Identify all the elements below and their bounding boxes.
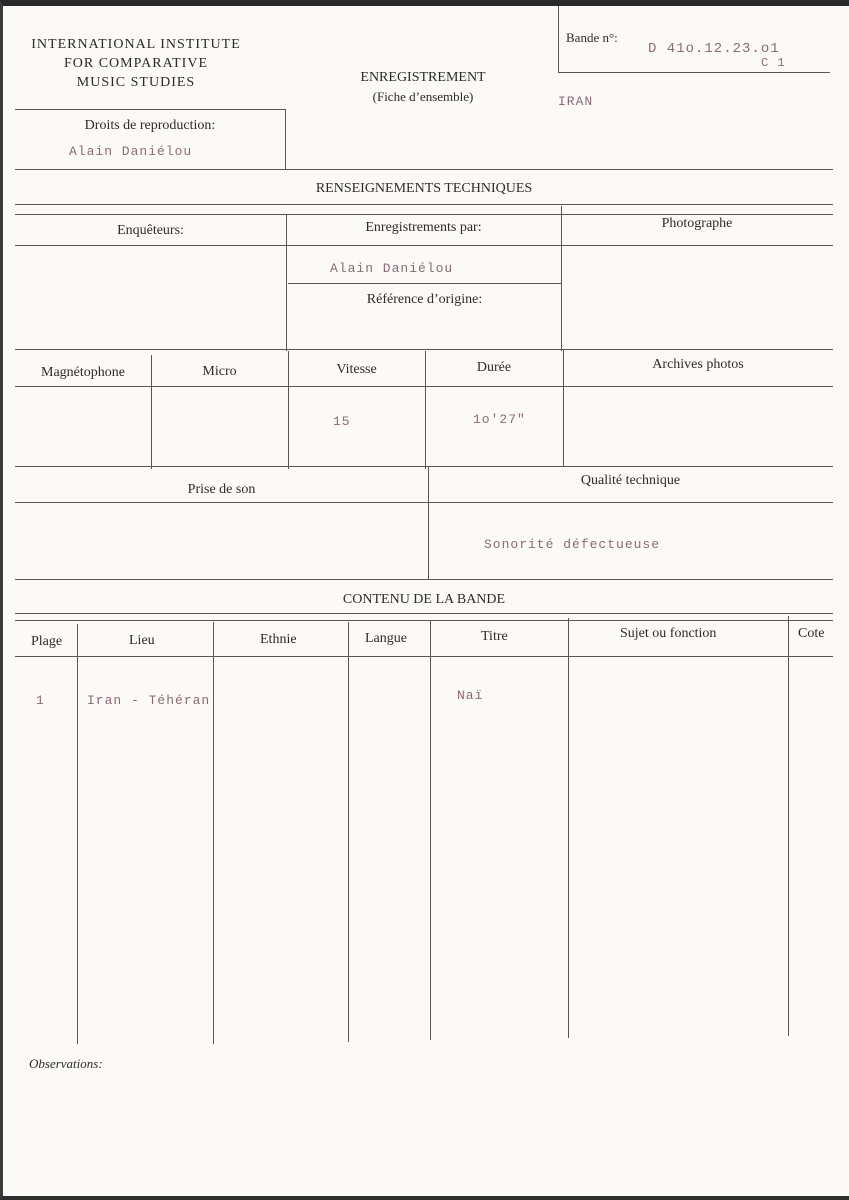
tech-bottom-line — [15, 579, 833, 580]
col-ethnie-header: Ethnie — [260, 632, 297, 647]
prise-de-son-label: Prise de son — [187, 482, 256, 497]
col-divider-5 — [568, 618, 569, 1038]
form-subtitle: (Fiche d’ensemble) — [372, 89, 474, 104]
col-divider-6 — [788, 616, 789, 1036]
country-value: IRAN — [558, 94, 594, 109]
tech-row1-bottom-line — [15, 245, 833, 246]
col-divider-2 — [213, 622, 214, 1044]
technical-title-line — [15, 204, 833, 205]
enregistrements-value: Alain Daniélou — [330, 261, 454, 276]
rights-bottom-line — [15, 169, 833, 170]
col-titre-header: Titre — [481, 629, 508, 644]
duree-label: Durée — [476, 360, 512, 375]
tech-row3-mid-line — [15, 502, 833, 503]
bande-sub-value: C 1 — [761, 56, 786, 70]
bande-label: Bande n°: — [566, 30, 618, 45]
magnetophone-label: Magnétophone — [41, 365, 125, 380]
observations-label: Observations: — [29, 1056, 103, 1071]
technical-section-title: RENSEIGNEMENTS TECHNIQUES — [315, 181, 533, 196]
row-lieu: Iran - Téhéran — [87, 693, 211, 708]
institute-line-2: FOR COMPARATIVE — [63, 56, 208, 71]
rights-value: Alain Daniélou — [69, 144, 193, 159]
reference-top-line — [288, 283, 561, 284]
archives-photos-label: Archives photos — [652, 357, 744, 372]
enqueteurs-label: Enquêteurs: — [117, 223, 184, 238]
col-divider-1 — [77, 624, 78, 1044]
tech-row2-top-line — [15, 349, 833, 350]
form-title: ENREGISTREMENT — [360, 70, 486, 85]
contents-header-bottom-line — [15, 656, 833, 657]
qualite-technique-value: Sonorité défectueuse — [484, 537, 661, 552]
reference-label: Référence d’origine: — [366, 292, 483, 307]
tech-row3-top-line — [15, 466, 833, 467]
col-cote-header: Cote — [798, 626, 825, 641]
enregistrements-label: Enregistrements par: — [365, 220, 482, 235]
table-row — [15, 688, 833, 712]
col-sujet-header: Sujet ou fonction — [620, 626, 717, 641]
contents-header-top-line — [15, 620, 833, 621]
bande-box-bottom-line — [558, 72, 830, 73]
col-lieu-header: Lieu — [129, 633, 155, 648]
institute-line-3: MUSIC STUDIES — [76, 75, 196, 90]
tech-row1-top-line — [15, 214, 833, 215]
row-plage: 1 — [36, 693, 45, 708]
photographe-label: Photographe — [661, 216, 733, 231]
col-divider-3 — [348, 622, 349, 1042]
vitesse-value: 15 — [333, 414, 351, 429]
institute-name — [11, 35, 261, 92]
col-divider-4 — [430, 620, 431, 1040]
rights-right-line — [285, 109, 286, 169]
duree-value: 1o'27" — [473, 412, 526, 427]
contents-section-title: CONTENU DE LA BANDE — [342, 592, 506, 607]
rights-top-line — [15, 109, 285, 110]
qualite-technique-label: Qualité technique — [580, 473, 681, 488]
contents-title-line — [15, 613, 833, 614]
row-titre: Naï — [457, 688, 484, 703]
rights-label: Droits de reproduction: — [84, 118, 216, 133]
vitesse-label: Vitesse — [336, 362, 377, 377]
institute-line-1: INTERNATIONAL INSTITUTE — [31, 37, 241, 52]
tech-row2-mid-line — [15, 386, 833, 387]
col-langue-header: Langue — [365, 631, 407, 646]
bande-value: D 41o.12.23.o1 — [648, 41, 780, 57]
col-plage-header: Plage — [31, 634, 63, 649]
micro-label: Micro — [202, 364, 237, 379]
bande-box-left-line — [558, 6, 559, 73]
